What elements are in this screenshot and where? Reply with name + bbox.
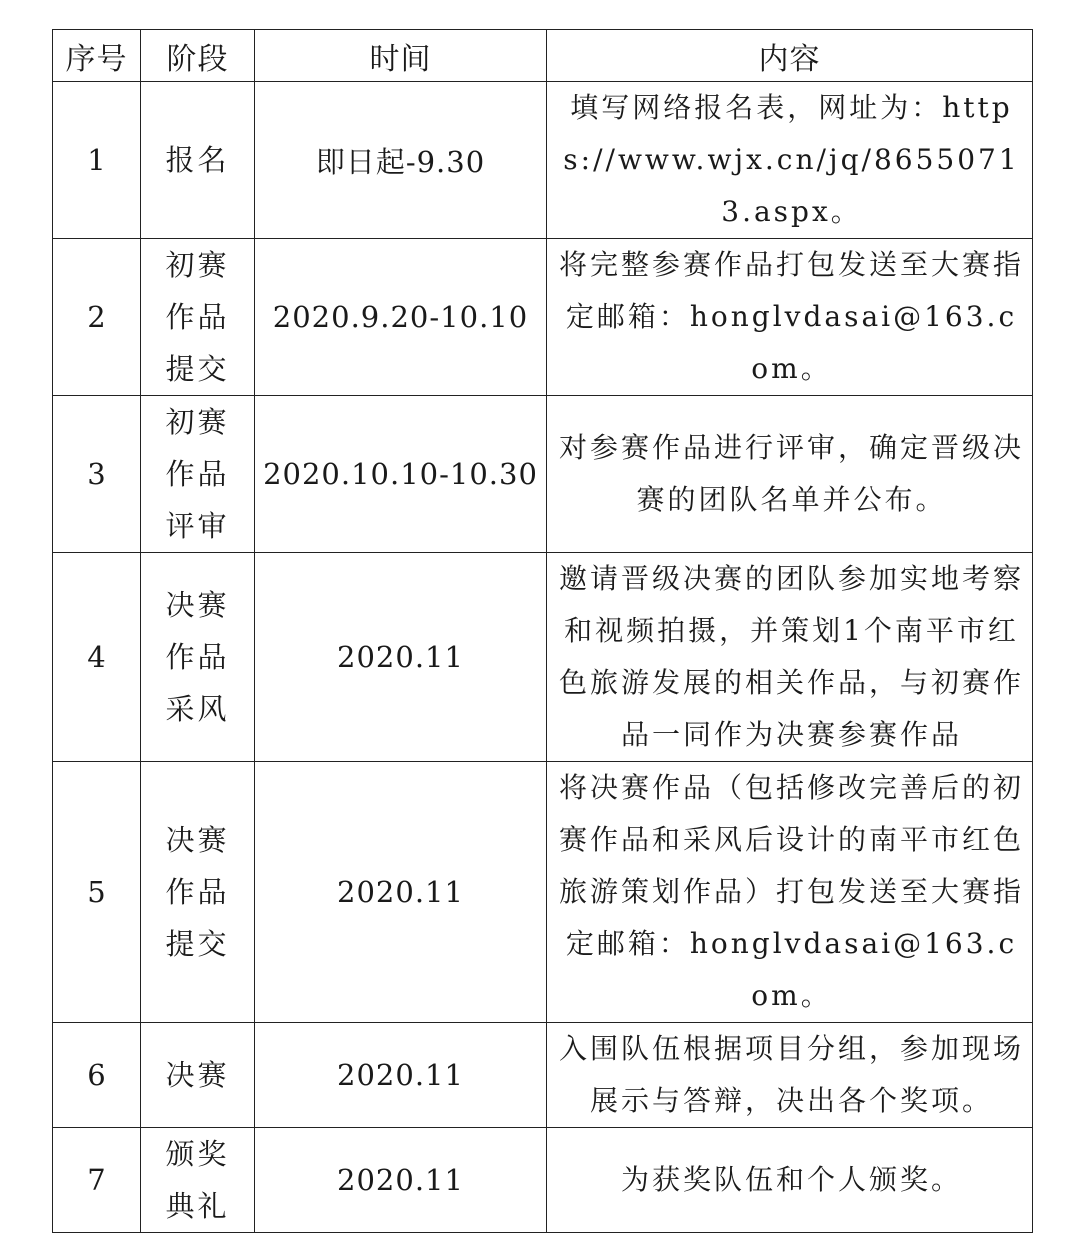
row-time: 即日起-9.30 (255, 82, 547, 239)
row-number: 4 (53, 553, 141, 762)
row-stage (141, 1128, 255, 1233)
row-content (547, 762, 1033, 1023)
table-row (53, 82, 1033, 239)
row-stage (141, 553, 255, 762)
content-text: 将完整参赛作品打包发送至大赛指定邮箱：honglvdasai@163.com。 (559, 248, 1025, 385)
content-text: 邀请晋级决赛的团队参加实地考察和视频拍摄，并策划1个南平市红色旅游发展的相关作品，与初赛作品一同作为决赛参赛作品 (559, 562, 1025, 751)
content-text: 对参赛作品进行评审，确定晋级决赛的团队名单并公布。 (559, 431, 1025, 516)
row-stage (141, 396, 255, 553)
schedule-table (52, 29, 1033, 1233)
row-stage (141, 239, 255, 396)
row-number: 7 (53, 1128, 141, 1233)
stage-label: 决赛 (165, 1058, 230, 1092)
content-text: 将决赛作品（包括修改完善后的初赛作品和采风后设计的南平市红色旅游策划作品）打包发送至大赛指定邮箱：honglvdasai@163.com。 (559, 771, 1025, 1012)
table-row (53, 553, 1033, 762)
content-text: 为获奖队伍和个人颁奖。 (620, 1163, 962, 1196)
row-number: 2 (53, 239, 141, 396)
header-content: 内容 (547, 30, 1033, 82)
stage-label: 报名 (165, 143, 230, 177)
row-content (547, 82, 1033, 239)
row-content (547, 1128, 1033, 1233)
row-content (547, 396, 1033, 553)
stage-label: 决赛作品提交 (165, 823, 230, 961)
row-time: 2020.11 (255, 1128, 547, 1233)
stage-label: 决赛作品采风 (165, 588, 230, 726)
table-row (53, 1023, 1033, 1128)
row-content (547, 239, 1033, 396)
row-time: 2020.11 (255, 762, 547, 1023)
row-stage (141, 762, 255, 1023)
row-stage (141, 1023, 255, 1128)
row-content (547, 553, 1033, 762)
content-text: 入围队伍根据项目分组，参加现场展示与答辩，决出各个奖项。 (559, 1032, 1025, 1117)
row-number: 1 (53, 82, 141, 239)
row-time: 2020.9.20-10.10 (255, 239, 547, 396)
row-number: 3 (53, 396, 141, 553)
stage-label: 初赛作品提交 (165, 248, 230, 386)
header-stage: 阶段 (141, 30, 255, 82)
table-row (53, 1128, 1033, 1233)
stage-label: 颁奖典礼 (165, 1137, 230, 1223)
row-number: 5 (53, 762, 141, 1023)
header-no: 序号 (53, 30, 141, 82)
table-header-row (53, 30, 1033, 82)
row-time: 2020.10.10-10.30 (255, 396, 547, 553)
table-row (53, 396, 1033, 553)
row-stage (141, 82, 255, 239)
row-number: 6 (53, 1023, 141, 1128)
content-text: 填写网络报名表，网址为：https://www.wjx.cn/jq/86550713.aspx。 (563, 91, 1020, 228)
stage-label: 初赛作品评审 (165, 405, 230, 543)
table-row (53, 762, 1033, 1023)
table-row (53, 239, 1033, 396)
header-time: 时间 (255, 30, 547, 82)
row-time: 2020.11 (255, 553, 547, 762)
row-content (547, 1023, 1033, 1128)
row-time: 2020.11 (255, 1023, 547, 1128)
